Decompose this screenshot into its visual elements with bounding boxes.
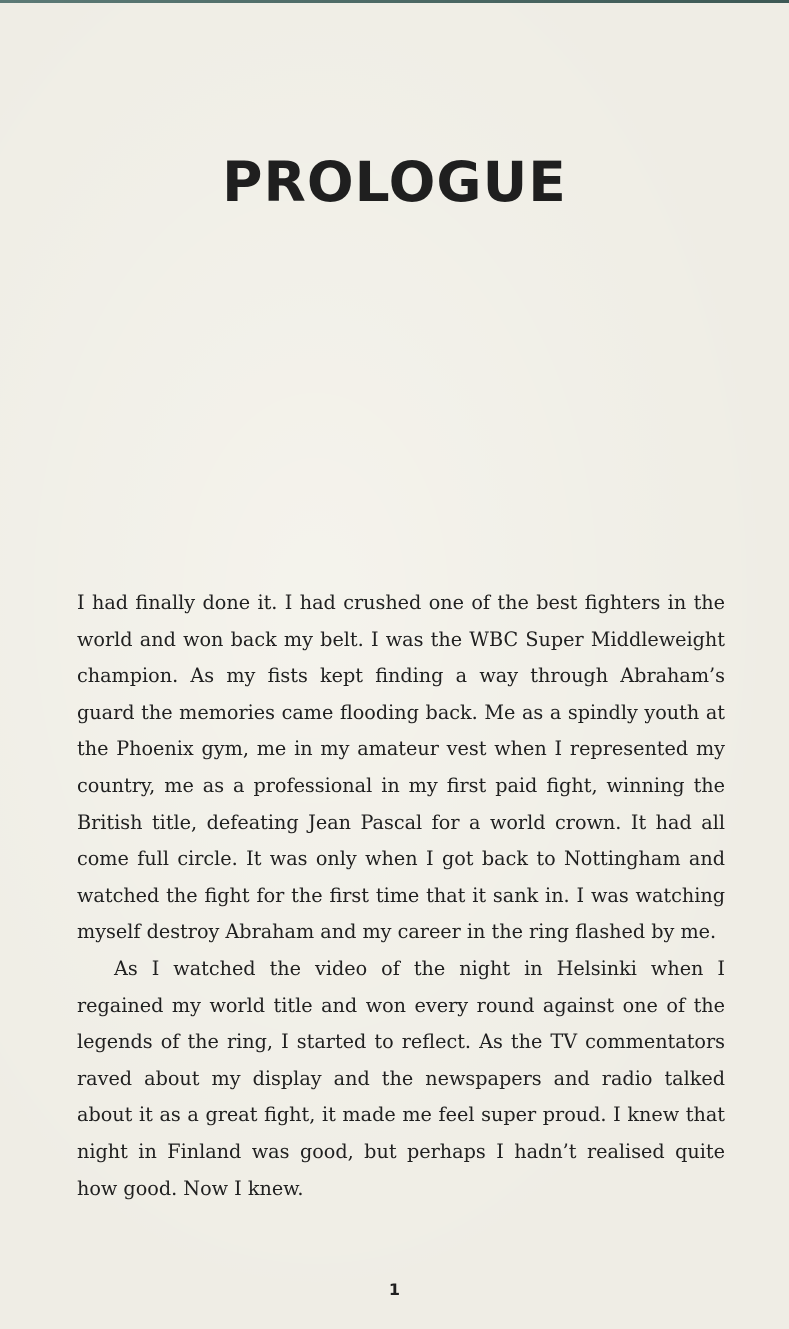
page-top-edge [0, 0, 789, 3]
chapter-body [77, 585, 725, 1207]
page-number: 1 [388, 1280, 401, 1299]
paragraph-2: As I watched the video of the night in Helsinki when I regained my world title and won every round against one of the legends of the ring, I started to reflect. As the TV commentators raved about my display and the newspapers and radio talked about it as a great fight, it made me feel super proud. I knew that night in Finland was good, but perhaps I hadn’t realised quite how good. Now I knew. [77, 956, 725, 1200]
paragraph-1: I had finally done it. I had crushed one of the best fighters in the world and won back my belt. I was the WBC Super Middleweight champion. As my fists kept finding a way through Abraham’s guard the memories came flooding back. Me as a spindly youth at the Phoenix gym, me in my amateur vest when I represented my country, me as a professional in my first paid fight, winning the British title, defeating Jean Pascal for a world crown. It had all come full circle. It was only when I got back to Nottingham and watched the fight for the first time that it sank in. I was watching myself destroy Abraham and my career in the ring flashed by me. [77, 591, 725, 944]
chapter-title: PROLOGUE [222, 150, 567, 214]
